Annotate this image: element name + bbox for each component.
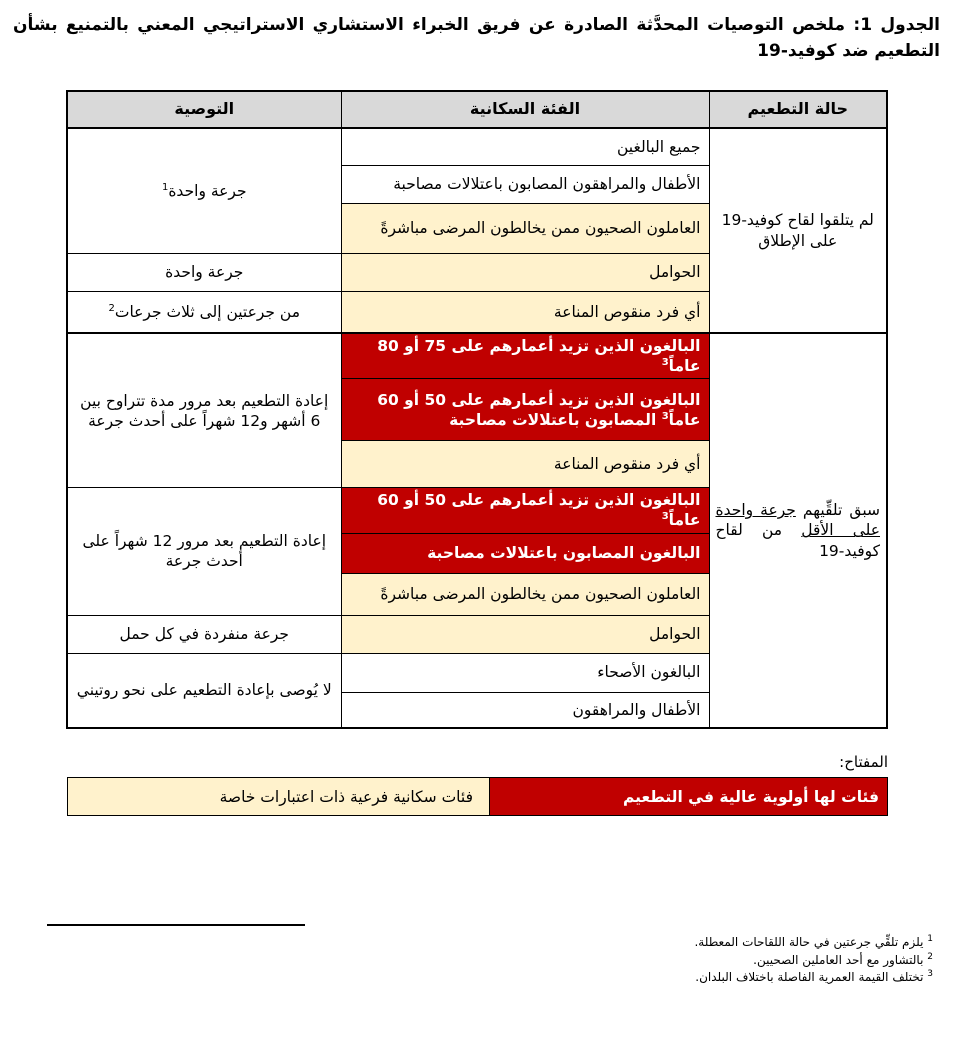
table-row <box>67 128 887 165</box>
key-row <box>68 778 888 816</box>
key-cell-special-considerations: فئات سكانية فرعية ذات اعتبارات خاصة <box>68 778 490 816</box>
footnote-ref-3: 3 <box>661 356 669 368</box>
underlined-phrase: جرعة واحدة على الأقل <box>715 501 880 540</box>
population-text: البالغون الذين تزيد أعمارهم على 50 أو 60 عاماً <box>377 491 701 530</box>
footnote-1 <box>0 934 933 952</box>
footnote-1-text: يلزم تلقِّي جرعتين في حالة اللقاحات المعطلة. <box>694 935 924 950</box>
status-text: من لقاح كوفيد-19 <box>715 521 880 560</box>
population-cell-children-adolescents: الأطفال والمراهقون <box>341 692 709 728</box>
population-cell-healthy-adults: البالغون الأصحاء <box>341 653 709 692</box>
header-recommendation: التوصية <box>67 91 341 128</box>
footnote-ref-3: 3 <box>661 410 669 422</box>
footnote-ref-3: 3 <box>661 511 669 523</box>
recommendation-text: من جرعتين إلى ثلاث جرعات <box>114 302 301 321</box>
population-cell-adults-over-75-80 <box>341 333 709 379</box>
footnote-separator <box>47 924 305 926</box>
table-row <box>67 333 887 379</box>
population-text: المصابون باعتلالات مصاحبة <box>449 410 662 429</box>
population-cell-health-workers: العاملون الصحيون ممن يخالطون المرضى مباشرةً <box>341 203 709 253</box>
footnote-1-number: 1 <box>927 934 933 945</box>
population-cell-immunocompromised: أي فرد منقوص المناعة <box>341 291 709 333</box>
recommendation-cell-revaccination-12-months: إعادة التطعيم بعد مرور 12 شهراً على أحدث جرعة <box>67 488 341 615</box>
footnote-2-number: 2 <box>927 951 933 962</box>
header-population-category: الفئة السكانية <box>341 91 709 128</box>
footnote-2 <box>0 952 933 970</box>
population-text: البالغون الذين تزيد أعمارهم على 50 أو 60 عاماً <box>377 390 701 429</box>
footnote-2-text: بالتشاور مع أحد العاملين الصحيين. <box>753 952 924 967</box>
header-row <box>67 91 887 128</box>
recommendation-cell-single-dose-pregnancy: جرعة منفردة في كل حمل <box>67 615 341 653</box>
footnote-3-number: 3 <box>927 969 933 980</box>
population-cell-health-workers-2: العاملون الصحيون ممن يخالطون المرضى مباشرةً <box>341 573 709 615</box>
population-cell-adults-over-50-60-comorbidities <box>341 379 709 441</box>
key-cell-high-priority: فئات لها أولوية عالية في التطعيم <box>490 778 888 816</box>
recommendation-cell-one-dose-2: جرعة واحدة <box>67 253 341 291</box>
population-cell-children-comorbidities: الأطفال والمراهقون المصابون باعتلالات مصاحبة <box>341 165 709 203</box>
table-title: الجدول 1: ملخص التوصيات المحدَّثة الصادرة عن فريق الخبراء الاستشاري الاستراتيجي المعني بالتمنيع بشأن التطعيم ضد كوفيد-19 <box>13 15 940 61</box>
footnote-ref-1: 1 <box>161 181 169 193</box>
population-cell-adults-over-50-60 <box>341 488 709 533</box>
footnote-3 <box>0 969 933 987</box>
population-cell-all-adults: جميع البالغين <box>341 128 709 165</box>
footnote-3-text: تختلف القيمة العمرية الفاصلة باختلاف البلدان. <box>695 970 924 985</box>
footnotes <box>0 934 933 987</box>
population-text: البالغون الذين تزيد أعمارهم على 75 أو 80 عاماً <box>377 337 701 376</box>
recommendation-text: جرعة واحدة <box>168 181 247 200</box>
population-cell-pregnant-women-2: الحوامل <box>341 615 709 653</box>
recommendation-cell-two-three-doses <box>67 291 341 333</box>
recommendation-cell-no-routine-revaccination: لا يُوصى بإعادة التطعيم على نحو روتيني <box>67 653 341 728</box>
status-text: سبق تلقِّيهم <box>795 501 880 520</box>
key-label: المفتاح: <box>839 753 888 772</box>
key-table <box>67 777 888 816</box>
recommendations-table <box>66 90 888 729</box>
document-page <box>0 12 953 1046</box>
status-cell-never-vaccinated: لم يتلقوا لقاح كوفيد-19 على الإطلاق <box>709 128 887 333</box>
status-cell-previously-vaccinated <box>709 333 887 728</box>
header-vaccination-status: حالة التطعيم <box>709 91 887 128</box>
population-cell-pregnant-women: الحوامل <box>341 253 709 291</box>
population-cell-adults-comorbidities: البالغون المصابون باعتلالات مصاحبة <box>341 533 709 573</box>
footnote-ref-2: 2 <box>108 302 115 314</box>
recommendation-cell-one-dose-1 <box>67 128 341 253</box>
recommendation-cell-revaccination-6-12-months: إعادة التطعيم بعد مرور مدة تتراوح بين 6 أشهر و12 شهراً على أحدث جرعة <box>67 333 341 488</box>
population-cell-immunocompromised-2: أي فرد منقوص المناعة <box>341 441 709 488</box>
